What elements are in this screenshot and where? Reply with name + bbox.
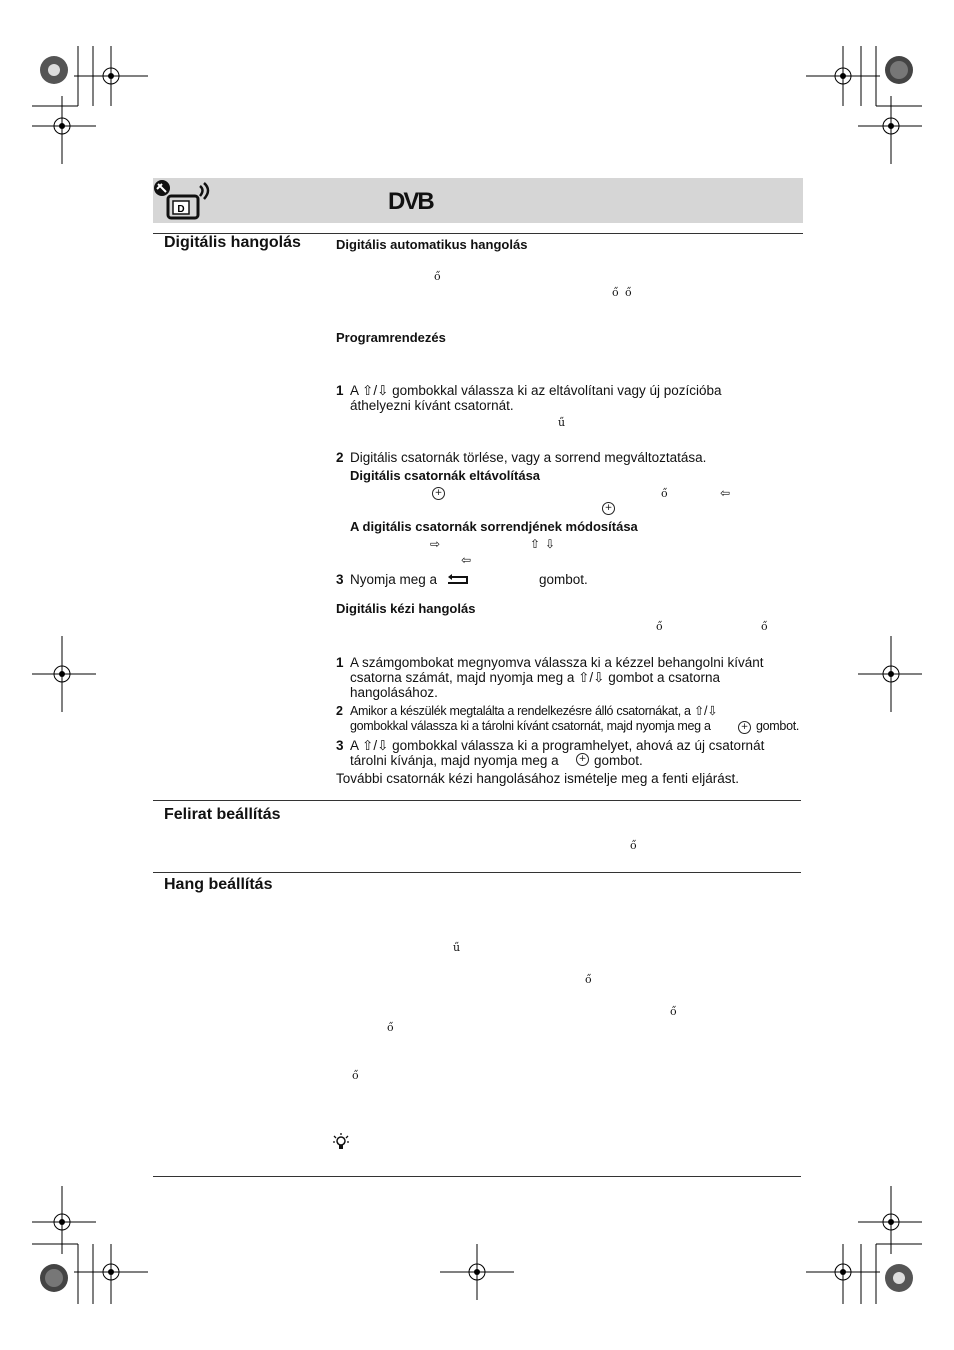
glyph: ő	[630, 839, 637, 852]
step-order-3	[336, 572, 437, 587]
header-band	[153, 178, 803, 223]
arrow-left-icon: ⇦	[720, 486, 731, 500]
subhead-remove-channels: Digitális csatornák eltávolítása	[350, 468, 541, 483]
step-text: A számgombokat megnyomva válassza ki a kézzel behangolni kívánt	[350, 655, 764, 670]
svg-text:D: D	[177, 204, 185, 215]
arrow-left-icon: ⇦	[461, 553, 472, 567]
step-manual-2	[336, 704, 717, 719]
step-order-1	[336, 383, 722, 398]
glyph: ő	[387, 1021, 394, 1034]
step-text: gombot.	[594, 753, 643, 768]
ok-button-icon: +	[432, 487, 445, 500]
step-number: 3	[336, 572, 344, 587]
step-manual-1	[336, 655, 763, 670]
section-divider	[153, 800, 801, 801]
step-number: 1	[336, 383, 344, 398]
step-order-2	[336, 450, 706, 465]
step-text: tárolni kívánja, majd nyomja meg a	[350, 753, 559, 768]
step-number: 1	[336, 655, 344, 670]
glyph: ű	[453, 941, 461, 954]
step-manual-3	[336, 738, 764, 753]
step-text: Amikor a készülék megtalálta a rendelkezésre álló csatornákat, a ⇧/⇩	[350, 704, 718, 718]
subhead-manual-tuning: Digitális kézi hangolás	[336, 601, 476, 616]
ok-button-icon: +	[576, 753, 589, 766]
step-text: A ⇧/⇩ gombokkal válassza ki az eltávolítani vagy új pozícióba	[350, 383, 722, 398]
glyph: ű	[558, 416, 566, 429]
step-number: 2	[336, 450, 344, 465]
arrow-down-icon: ⇩	[545, 537, 556, 551]
section-title-audio-setup: Hang beállítás	[164, 876, 273, 893]
dvb-logo: DVB	[388, 188, 433, 215]
section-title-subtitle-setup: Felirat beállítás	[164, 806, 281, 823]
step-text: áthelyezni kívánt csatornát.	[350, 398, 514, 413]
ok-button-icon: +	[738, 721, 751, 734]
step-text: A ⇧/⇩ gombokkal válassza ki a programhelyet, ahová az új csatornát	[350, 738, 765, 753]
step-text: hangolásához.	[350, 685, 438, 700]
glyph: ő	[661, 487, 668, 500]
arrow-up-icon: ⇧	[530, 537, 541, 551]
step-number: 2	[336, 704, 343, 718]
return-icon	[446, 573, 470, 586]
arrow-right-icon: ⇨	[430, 537, 441, 551]
glyph: ő	[656, 620, 663, 633]
section-title-digital-tuning: Digitális hangolás	[164, 234, 301, 251]
subhead-program-order: Programrendezés	[336, 330, 446, 345]
step-text: gombokkal válassza ki a tárolni kívánt csatornát, majd nyomja meg a	[350, 719, 711, 733]
subhead-auto-tuning: Digitális automatikus hangolás	[336, 237, 528, 252]
step-text: Digitális csatornák törlése, vagy a sorrend megváltoztatása.	[350, 450, 707, 465]
manual-note: További csatornák kézi hangolásához ismételje meg a fenti eljárást.	[336, 771, 739, 786]
glyph: ő	[434, 270, 441, 283]
step-text: gombot.	[756, 719, 800, 733]
step-number: 3	[336, 738, 344, 753]
tip-lightbulb-icon	[333, 1133, 349, 1151]
step-text: Nyomja meg a	[350, 572, 438, 587]
ok-button-icon: +	[602, 502, 615, 515]
glyph: ő	[352, 1069, 359, 1082]
digital-settings-icon	[154, 180, 214, 222]
step-text: csatorna számát, majd nyomja meg a ⇧/⇩ gombot a csatorna	[350, 670, 721, 685]
section-divider	[153, 1176, 801, 1177]
glyph: ő	[585, 973, 592, 986]
glyph: ő	[625, 286, 632, 299]
section-divider	[153, 872, 801, 873]
glyph: ő	[670, 1005, 677, 1018]
subhead-reorder-channels: A digitális csatornák sorrendjének módosítása	[350, 519, 638, 534]
glyph: ő	[612, 286, 619, 299]
step-text: gombot.	[539, 572, 588, 587]
glyph: ő	[761, 620, 768, 633]
